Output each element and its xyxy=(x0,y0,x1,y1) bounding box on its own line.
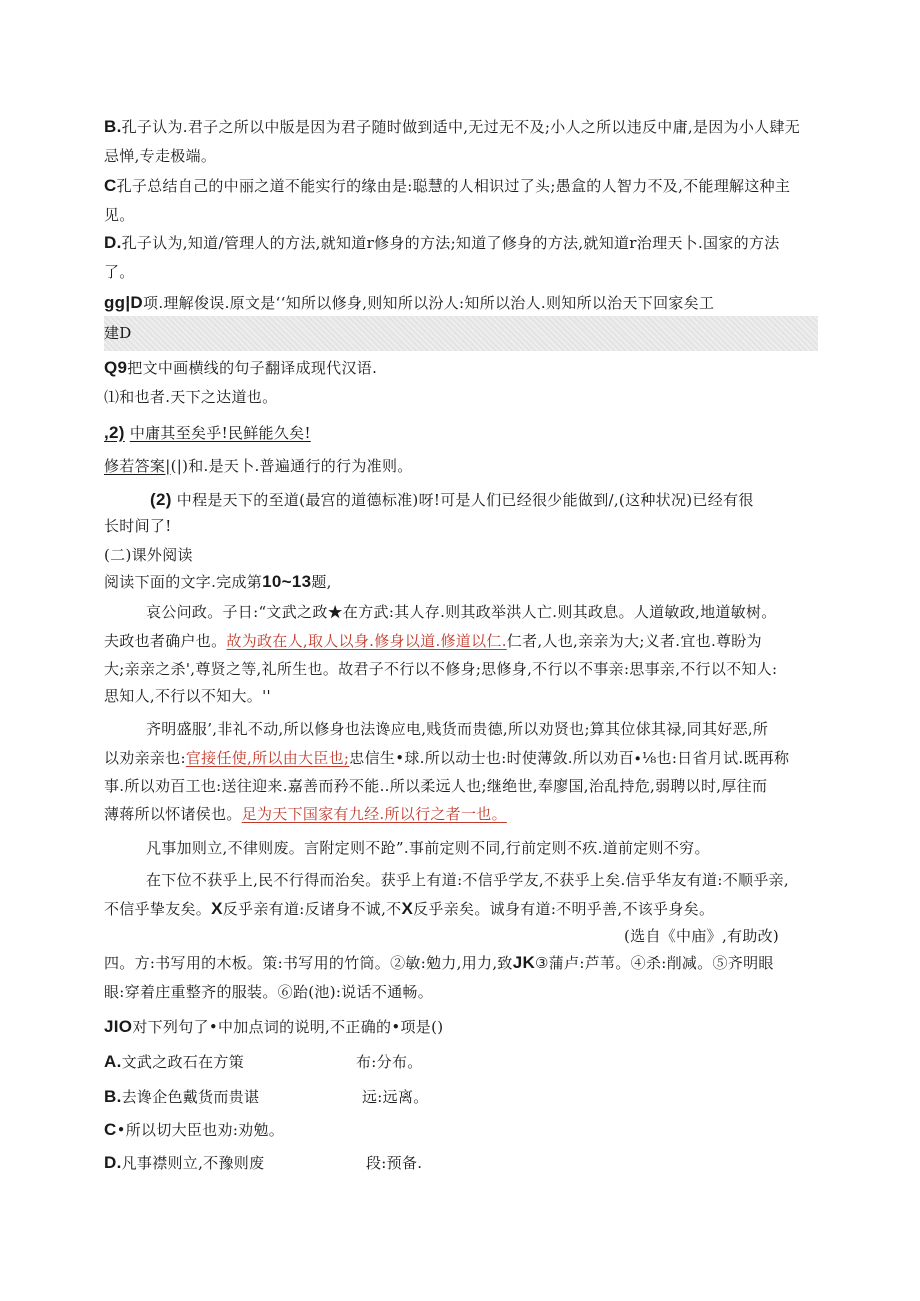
passage-p2-line2: 以劝亲亲也:官接任使,所以由大臣也;忠信生•球.所以动士也:时使薄敛.所以劝百∙⅛也:日省月试.既再称 xyxy=(104,749,790,767)
passage-p1-line2: 夫政也者确户也。故为政在人,取人以身.修身以道.修道以仁.仁者,人也,亲亲为大;义者.宜也.尊盼为 xyxy=(104,632,762,650)
underlined-sentence: 官接任使,所以由大臣也; xyxy=(185,749,350,767)
option-c-line-cont: 见。 xyxy=(104,206,135,224)
passage-p1-line4: 思知人,不行以不知大。'' xyxy=(104,687,271,705)
answer-q9-1: 修若答案|(|)和.是天卜.普遍通行的行为准则。 xyxy=(104,457,413,475)
q9-item-1: ⑴和也者.天下之达道也。 xyxy=(104,388,278,406)
option-letter: C xyxy=(104,176,117,195)
q9-item-2: ,2) 中庸其至矣乎!民鲜能久矣! xyxy=(104,423,311,442)
passage-p2-line1: 齐明盛服’,非礼不动,所以修身也法谗应电,贱货而贵德,所以劝贤也;算其位俅其禄,同其好恶,所 xyxy=(146,720,769,738)
q10-option-b: B.去谗企色戴货而贵谌 xyxy=(104,1087,260,1106)
notes-line1: 四。方:书写用的木板。策:书写用的竹筒。②敏:勉力,用力,致JK③蒲卢:芦苇。④杀:削减。⑤齐明眼 xyxy=(104,953,774,972)
answer-line: 建D xyxy=(104,324,132,342)
q10-option-d-explanation: 段:预备. xyxy=(366,1154,423,1172)
option-d-line: D.孔子认为,知道/管理人的方法,就知道r修身的方法;知道了修身的方法,就知道r治理天卜.国家的方法 xyxy=(104,233,780,252)
q10-option-c: C•所以切大臣也劝:劝勉。 xyxy=(104,1120,285,1139)
analysis-label: gg|D xyxy=(104,293,144,312)
question-9: Q9把文中画横线的句子翻译成现代汉语. xyxy=(104,358,378,377)
q10-option-a-explanation: 布:分布。 xyxy=(356,1053,423,1071)
question-10: JIO对下列句了•中加点词的说明,不正确的•项是() xyxy=(104,1017,444,1036)
passage-p1-line3: 大;亲亲之杀',尊贤之等,礼所生也。故君子不行以不修身;思修身,不行以不事亲:思事亲,不行以不知人: xyxy=(104,660,778,678)
question-label: Q9 xyxy=(104,358,128,377)
passage-p4-line1: 在下位不获乎上,民不行得而治矣。获乎上有道:不信乎学友,不获乎上矣.信乎华友有道:不顺乎亲, xyxy=(146,871,789,889)
question-label: JIO xyxy=(104,1017,133,1036)
passage-p2-line4: 薄蒋所以怀诸侯也。足为天下国家有九经.所以行之者一也。 xyxy=(104,805,507,823)
option-letter: B. xyxy=(104,117,122,136)
q10-option-a: A.文武之政石在方策 xyxy=(104,1052,245,1071)
source-citation: (选自《中庙》,有助改) xyxy=(624,927,780,945)
passage-p3: 凡事加则立,不律则废。言附定则不跄”.事前定则不同,行前定则不疚.道前定则不穷。 xyxy=(146,839,710,857)
answer-q9-2-cont: 长时间了! xyxy=(104,517,172,535)
passage-p1-line1: 哀公问政。子日:“文武之政★在方武:其人存.则其政举洪人亡.则其政息。人道敏政,地道敏树。 xyxy=(146,603,777,621)
answer-q9-2: (2) 中程是天下的至道(最宫的道德标准)呀!可是人们已经很少能做到/,(这种状况)已经有很 xyxy=(150,490,754,509)
option-b-line-cont: 忌惮,专走极端。 xyxy=(104,147,217,165)
analysis-line: gg|D项.理解俊误.原文是‘‘知所以修身,则知所以汾人:知所以治人.则知所以治天下回家矣工 xyxy=(104,293,715,312)
option-c-line: C孔子总结自己的中丽之道不能实行的缘由是:聪慧的人相识过了头;愚盒的人智力不及,不能理解这种主 xyxy=(104,176,791,195)
option-letter: D. xyxy=(104,233,122,252)
underlined-sentence: 足为天下国家有九经.所以行之者一也。 xyxy=(241,805,507,823)
q10-option-d: D.凡事襟则立,不豫则废 xyxy=(104,1153,265,1172)
q10-option-b-explanation: 远:远离。 xyxy=(362,1088,429,1106)
underlined-sentence: 故为政在人,取人以身.修身以道.修道以仁. xyxy=(226,632,507,650)
passage-p4-line2: 不信乎挚友矣。X反乎亲有道:反诸身不诚,不X反乎亲矣。诚身有道:不明乎善,不该乎身矣。 xyxy=(104,899,715,918)
passage-p2-line3: 事.所以劝百工也:送往迎来.嘉善而矜不能..所以柔远人也;继绝世,奉廖国,治乱持危,弱聘以时,厚往而 xyxy=(104,777,768,795)
notes-line2: 眼:穿着庄重整齐的服装。⑥跆(池):说话不通畅。 xyxy=(104,983,434,1001)
instruction: 阅读下面的文字.完成第10~13题, xyxy=(104,572,332,591)
option-b-line: B.孔子认为.君子之所以中版是因为君子随时做到适中,无过无不及;小人之所以违反中庸,是因为小人肆无 xyxy=(104,117,801,136)
section-title: (二)课外阅读 xyxy=(104,546,193,564)
option-d-line-cont: 了。 xyxy=(104,263,135,281)
answer-label: 修若答案| xyxy=(104,457,171,475)
answer-band xyxy=(104,316,818,351)
